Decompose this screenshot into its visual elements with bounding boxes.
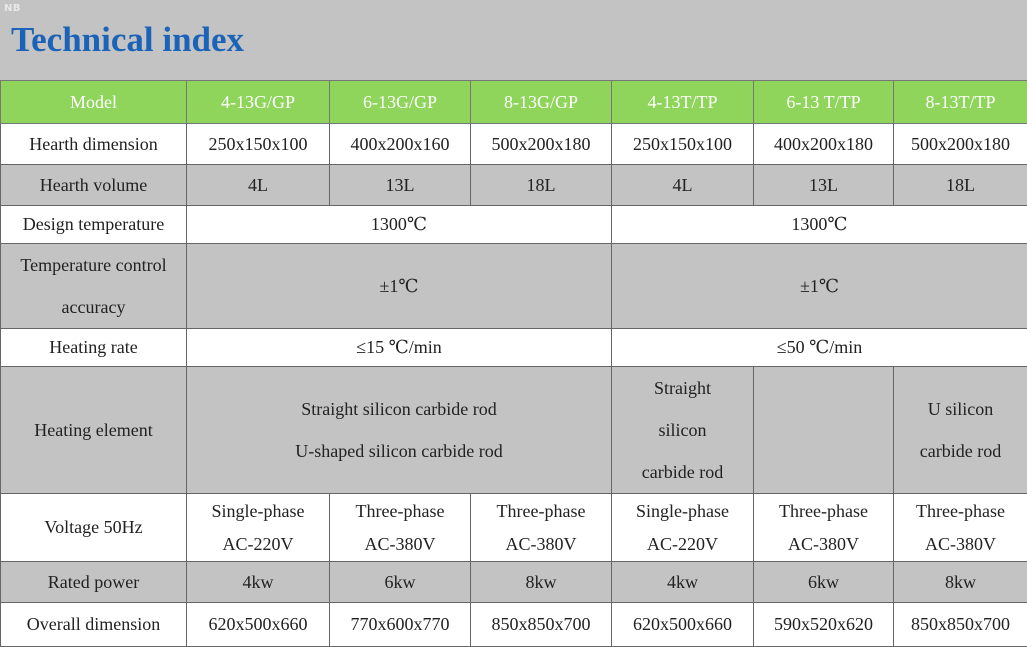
table-cell-t2	[754, 367, 894, 494]
cell-line: AC-380V	[330, 528, 470, 561]
table-cell-g-series: ≤15 ℃/min	[187, 329, 612, 367]
cell-line: AC-220V	[187, 528, 329, 561]
cell-line: carbide rod	[894, 430, 1027, 472]
table-cell: 4kw	[612, 562, 754, 603]
cell-line: Single-phase	[612, 495, 753, 528]
row-label-line: Temperature control	[1, 244, 186, 286]
table-cell	[330, 494, 471, 562]
cell-line: Three-phase	[894, 495, 1027, 528]
cell-line: AC-380V	[754, 528, 893, 561]
table-cell: 250x150x100	[187, 124, 330, 165]
cell-line: AC-380V	[471, 528, 611, 561]
cell-line: Straight silicon carbide rod	[187, 388, 611, 430]
row-label: Hearth volume	[1, 165, 187, 206]
row-design-temperature	[1, 206, 1027, 244]
header-cell-model-2: 6-13G/GP	[330, 81, 471, 124]
row-label: Overall dimension	[1, 603, 187, 647]
row-label: Heating rate	[1, 329, 187, 367]
row-heating-rate	[1, 329, 1027, 367]
table-cell: 400x200x160	[330, 124, 471, 165]
row-label: Voltage 50Hz	[1, 494, 187, 562]
cell-line: AC-380V	[894, 528, 1027, 561]
row-voltage	[1, 494, 1027, 562]
cell-line: silicon	[612, 409, 753, 451]
table-cell: 620x500x660	[187, 603, 330, 647]
table-cell: 4kw	[187, 562, 330, 603]
table-cell-t-series: ±1℃	[612, 244, 1027, 329]
table-cell-t-series: ≤50 ℃/min	[612, 329, 1027, 367]
table-cell: 13L	[754, 165, 894, 206]
header-cell-model-5: 6-13 T/TP	[754, 81, 894, 124]
row-label: Hearth dimension	[1, 124, 187, 165]
table-header-row	[1, 81, 1027, 124]
cell-line: U-shaped silicon carbide rod	[187, 430, 611, 472]
cell-line: Single-phase	[187, 495, 329, 528]
row-temperature-control-accuracy	[1, 244, 1027, 329]
table-cell: 6kw	[754, 562, 894, 603]
table-cell-g-series	[187, 367, 612, 494]
table-cell: 6kw	[330, 562, 471, 603]
technical-index-table	[0, 80, 1027, 647]
table-cell: 400x200x180	[754, 124, 894, 165]
header-cell-model-6: 8-13T/TP	[894, 81, 1027, 124]
row-label: Heating element	[1, 367, 187, 494]
table-cell-g-series: ±1℃	[187, 244, 612, 329]
cell-line: Three-phase	[330, 495, 470, 528]
row-heating-element	[1, 367, 1027, 494]
table-cell: 18L	[471, 165, 612, 206]
table-cell: 4L	[187, 165, 330, 206]
table-cell	[187, 494, 330, 562]
row-hearth-volume	[1, 165, 1027, 206]
page-title: Technical index	[11, 18, 244, 62]
table-cell	[471, 494, 612, 562]
header-cell-model-4: 4-13T/TP	[612, 81, 754, 124]
table-cell: 18L	[894, 165, 1027, 206]
row-label-line: accuracy	[1, 286, 186, 328]
cell-line: U silicon	[894, 388, 1027, 430]
page-header	[0, 0, 1027, 80]
table-cell: 850x850x700	[894, 603, 1027, 647]
table-cell: 500x200x180	[471, 124, 612, 165]
table-cell: 500x200x180	[894, 124, 1027, 165]
table-cell: 8kw	[471, 562, 612, 603]
table-cell	[894, 494, 1027, 562]
brand-logo: NB	[4, 3, 21, 14]
row-label	[1, 244, 187, 329]
table-cell-t3	[894, 367, 1027, 494]
table-cell: 770x600x770	[330, 603, 471, 647]
table-cell	[754, 494, 894, 562]
row-label: Rated power	[1, 562, 187, 603]
row-label: Design temperature	[1, 206, 187, 244]
table-cell-g-series: 1300℃	[187, 206, 612, 244]
cell-line: carbide rod	[612, 451, 753, 493]
header-cell-model-1: 4-13G/GP	[187, 81, 330, 124]
table-cell	[612, 494, 754, 562]
table-cell: 8kw	[894, 562, 1027, 603]
table-cell: 850x850x700	[471, 603, 612, 647]
cell-line: AC-220V	[612, 528, 753, 561]
header-cell-model-3: 8-13G/GP	[471, 81, 612, 124]
table-cell-t1	[612, 367, 754, 494]
cell-line: Three-phase	[754, 495, 893, 528]
table-cell: 590x520x620	[754, 603, 894, 647]
table-cell: 620x500x660	[612, 603, 754, 647]
table-cell: 250x150x100	[612, 124, 754, 165]
table-cell: 13L	[330, 165, 471, 206]
table-cell-t-series: 1300℃	[612, 206, 1027, 244]
row-rated-power	[1, 562, 1027, 603]
table-cell: 4L	[612, 165, 754, 206]
row-overall-dimension	[1, 603, 1027, 647]
header-cell-model: Model	[1, 81, 187, 124]
cell-line: Straight	[612, 367, 753, 409]
cell-line: Three-phase	[471, 495, 611, 528]
row-hearth-dimension	[1, 124, 1027, 165]
